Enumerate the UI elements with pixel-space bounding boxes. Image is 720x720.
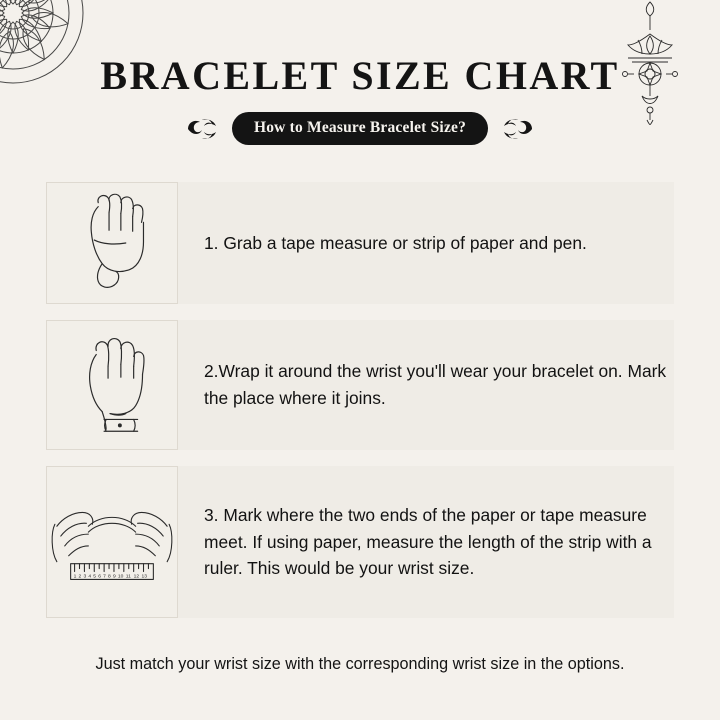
svg-text:5: 5 [93,574,97,580]
hand-wrapping-tape-icon [46,320,178,450]
svg-text:4: 4 [88,574,92,580]
footer-note: Just match your wrist size with the corresponding wrist size in the options. [95,655,625,673]
list-item [0,466,720,618]
svg-text:1: 1 [73,574,77,580]
list-item [0,320,720,450]
subtitle-row [0,112,720,145]
svg-text:10: 10 [117,574,124,580]
ornament-flourish-left-icon [186,116,220,142]
svg-text:8: 8 [108,574,111,580]
svg-text:6: 6 [98,574,101,580]
svg-text:7: 7 [103,574,106,580]
fist-hand-with-tape-icon [46,182,178,304]
list-item [0,182,720,304]
step-text: 3. Mark where the two ends of the paper or tape measure meet. If using paper, measure the length of the strip with a ruler. This would be your wrist size. [204,504,652,579]
step-text: 1. Grab a tape measure or strip of paper and pen. [204,232,587,253]
svg-text:11: 11 [125,574,131,580]
steps-list [0,182,720,634]
svg-text:9: 9 [112,574,116,580]
svg-text:12: 12 [133,574,140,580]
subtitle-pill: How to Measure Bracelet Size? [232,112,488,145]
svg-text:2: 2 [78,574,82,580]
page-title: BRACELET SIZE CHART [100,53,620,98]
svg-text:13: 13 [141,574,148,580]
svg-text:3: 3 [83,574,87,580]
ornament-flourish-right-icon [500,116,534,142]
hands-measuring-strip-with-ruler-icon [46,466,178,618]
step-text: 2.Wrap it around the wrist you'll wear your bracelet on. Mark the place where it joins. [204,361,667,408]
